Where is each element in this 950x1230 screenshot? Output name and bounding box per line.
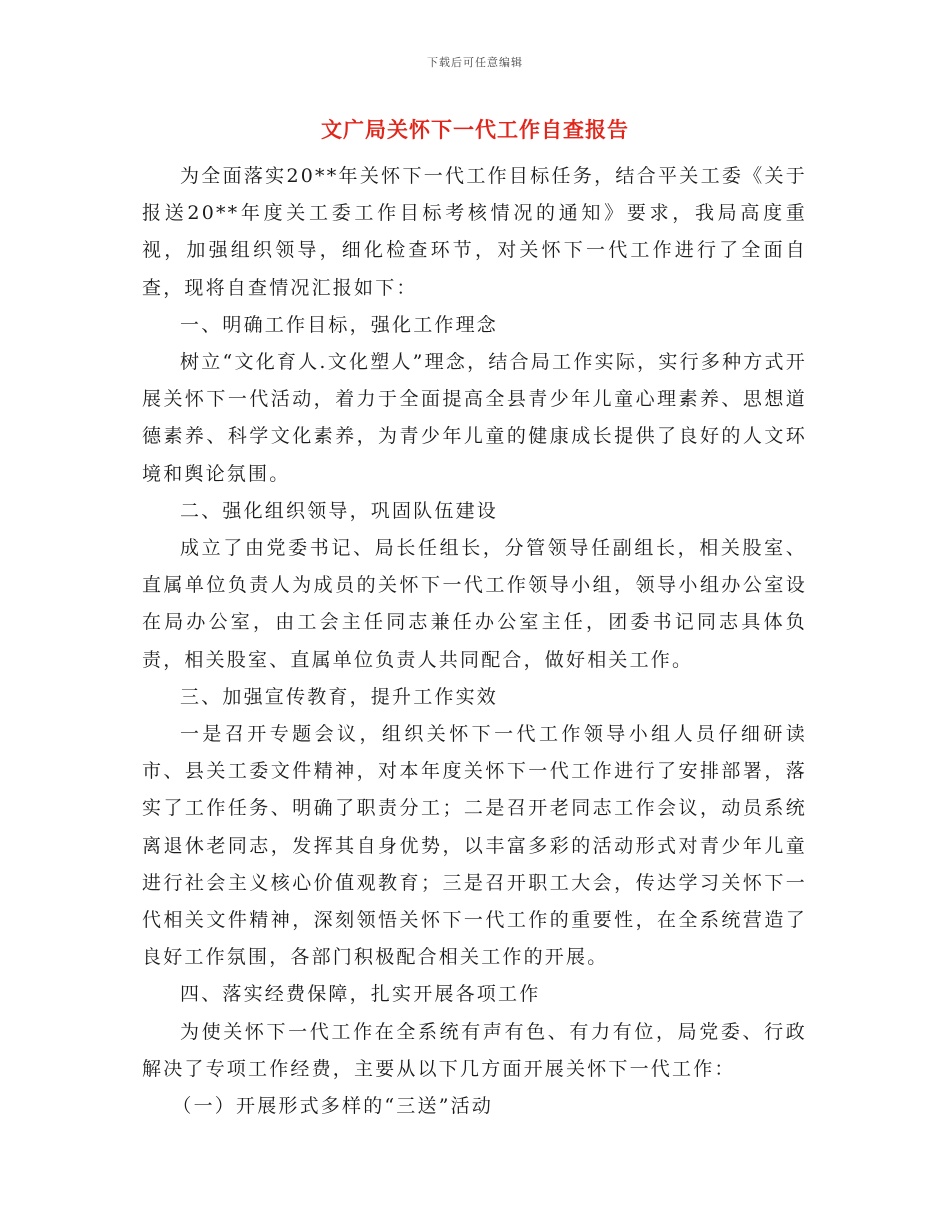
section-2-paragraph: 成立了由党委书记、局长任组长，分管领导任副组长，相关股室、直属单位负责人为成员的关怀下一代工作领导小组，领导小组办公室设在局办公室，由工会主任同志兼任办公室主任，团委书记同志具体负责，相关股室、直属单位负责人共同配合，做好相关工作。 — [142, 537, 807, 671]
section-3-paragraph: 一是召开专题会议，组织关怀下一代工作领导小组人员仔细研读市、县关工委文件精神，对本年度关怀下一代工作进行了安排部署，落实了工作任务、明确了职责分工；二是召开老同志工作会议，动员系统离退休老同志，发挥其自身优势，以丰富多彩的活动形式对青少年儿童进行社会主义核心价值观教育；三是召开职工大会，传达学习关怀下一代相关文件精神，深刻领悟关怀下一代工作的重要性，在全系统营造了良好工作氛围，各部门积极配合相关工作的开展。 — [142, 723, 807, 969]
section-heading-1: 一、明确工作目标，强化工作理念 — [180, 313, 499, 336]
intro-paragraph: 为全面落实20**年关怀下一代工作目标任务，结合平关工委《关于报送20**年度关工委工作目标考核情况的通知》要求，我局高度重视，加强组织领导，细化检查环节，对关怀下一代工作进行了全面自查，现将自查情况汇报如下： — [142, 165, 807, 299]
document-body — [142, 158, 807, 1125]
page-header-note: 下载后可任意编辑 — [427, 56, 523, 69]
subsection-heading-1: （一）开展形式多样的“三送”活动 — [172, 1095, 494, 1118]
document-title: 文广局关怀下一代工作自查报告 — [321, 117, 629, 142]
section-heading-4: 四、落实经费保障，扎实开展各项工作 — [180, 983, 541, 1006]
section-1-paragraph: 树立“文化育人.文化塑人”理念，结合局工作实际，实行多种方式开展关怀下一代活动，着力于全面提高全县青少年儿童心理素养、思想道德素养、科学文化素养，为青少年儿童的健康成长提供了良好的人文环境和舆论氛围。 — [142, 351, 807, 485]
section-heading-3: 三、加强宣传教育，提升工作实效 — [180, 685, 499, 708]
section-4-paragraph: 为使关怀下一代工作在全系统有声有色、有力有位，局党委、行政解决了专项工作经费，主要从以下几方面开展关怀下一代工作： — [142, 1020, 807, 1080]
section-heading-2: 二、强化组织领导，巩固队伍建设 — [180, 499, 499, 522]
